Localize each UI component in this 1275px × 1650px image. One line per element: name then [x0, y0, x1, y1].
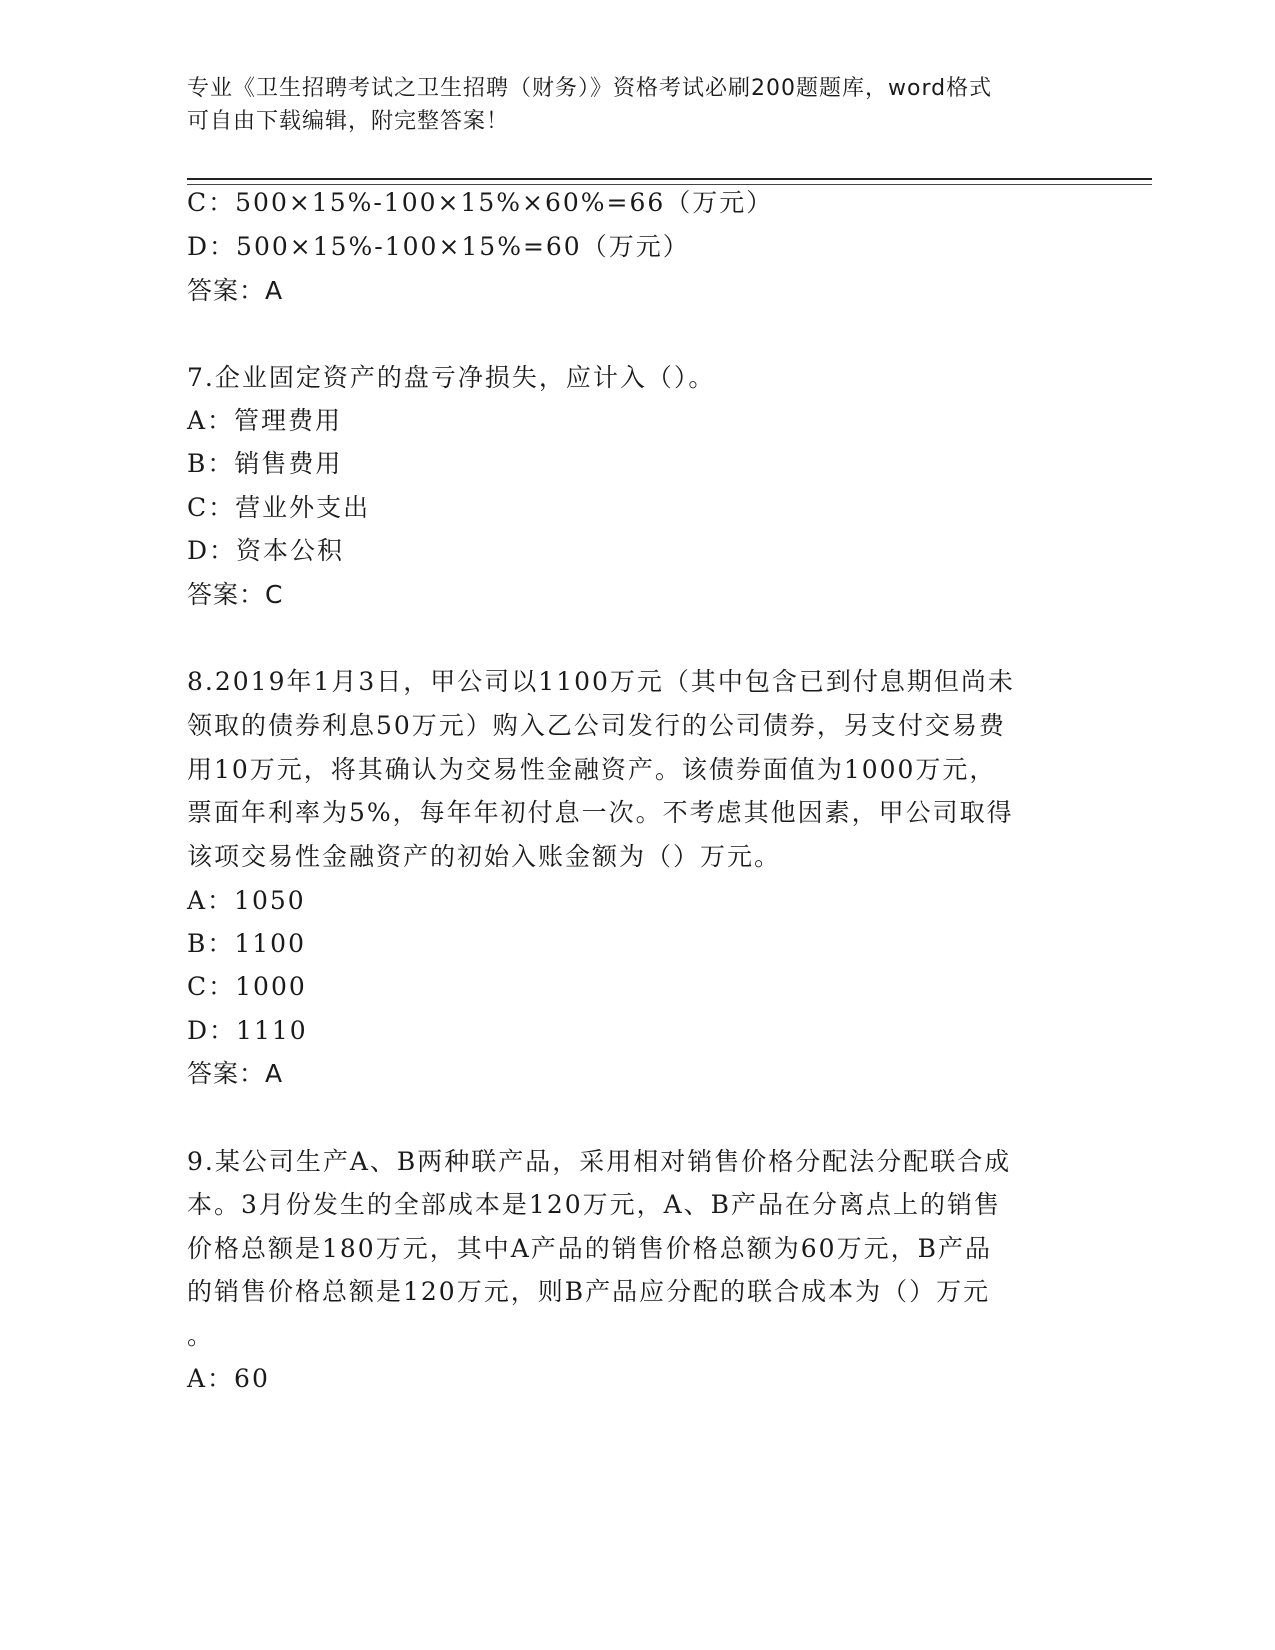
q9-option-a: A：60 [187, 1364, 270, 1393]
q8-stem-line-4: 票面年利率为5%，每年年初付息一次。不考虑其他因素，甲公司取得 [187, 798, 1014, 827]
q8-stem-line-3: 用10万元，将其确认为交易性金融资产。该债券面值为1000万元， [187, 755, 997, 784]
q6-option-d: D：500×15%-100×15%=60（万元） [187, 232, 690, 261]
q9-stem-line-1: 9.某公司生产A、B两种联产品，采用相对销售价格分配法分配联合成 [187, 1147, 1012, 1176]
q9-stem-line-3: 价格总额是180万元，其中A产品的销售价格总额为60万元，B产品 [187, 1234, 992, 1263]
q7-option-b: B：销售费用 [187, 449, 343, 478]
q8-stem-line-5: 该项交易性金融资产的初始入账金额为（）万元。 [187, 842, 782, 871]
q8-option-a: A：1050 [187, 886, 306, 915]
q7-answer: 答案：C [187, 580, 284, 609]
q8-option-d: D：1110 [187, 1016, 308, 1045]
q8-option-b: B：1100 [187, 929, 306, 958]
q8-stem-line-1: 8.2019年1月3日，甲公司以1100万元（其中包含已到付息期但尚未 [187, 667, 1015, 696]
q8-stem-line-2: 领取的债券利息50万元）购入乙公司发行的公司债券，另支付交易费 [187, 711, 1006, 740]
q6-option-c: C：500×15%-100×15%×60%=66（万元） [187, 188, 774, 217]
q8-option-c: C：1000 [187, 972, 307, 1001]
q9-stem-line-2: 本。3月份发生的全部成本是120万元，A、B产品在分离点上的销售 [187, 1190, 1002, 1219]
q7-option-d: D：资本公积 [187, 536, 345, 565]
q9-stem-line-5: 。 [187, 1321, 215, 1350]
header-line-1: 专业《卫生招聘考试之卫生招聘（财务）》资格考试必刷200题题库，word格式 [187, 76, 993, 101]
header-line-2: 可自由下载编辑，附完整答案！ [187, 109, 510, 134]
q7-stem: 7.企业固定资产的盘亏净损失，应计入（）。 [187, 363, 716, 392]
document-header [187, 72, 1087, 138]
q7-option-a: A：管理费用 [187, 406, 343, 435]
q9-stem-line-4: 的销售价格总额是120万元，则B产品应分配的联合成本为（）万元 [187, 1277, 991, 1306]
q8-answer: 答案：A [187, 1059, 284, 1088]
q6-answer: 答案：A [187, 276, 284, 305]
q7-option-c: C：营业外支出 [187, 493, 371, 522]
